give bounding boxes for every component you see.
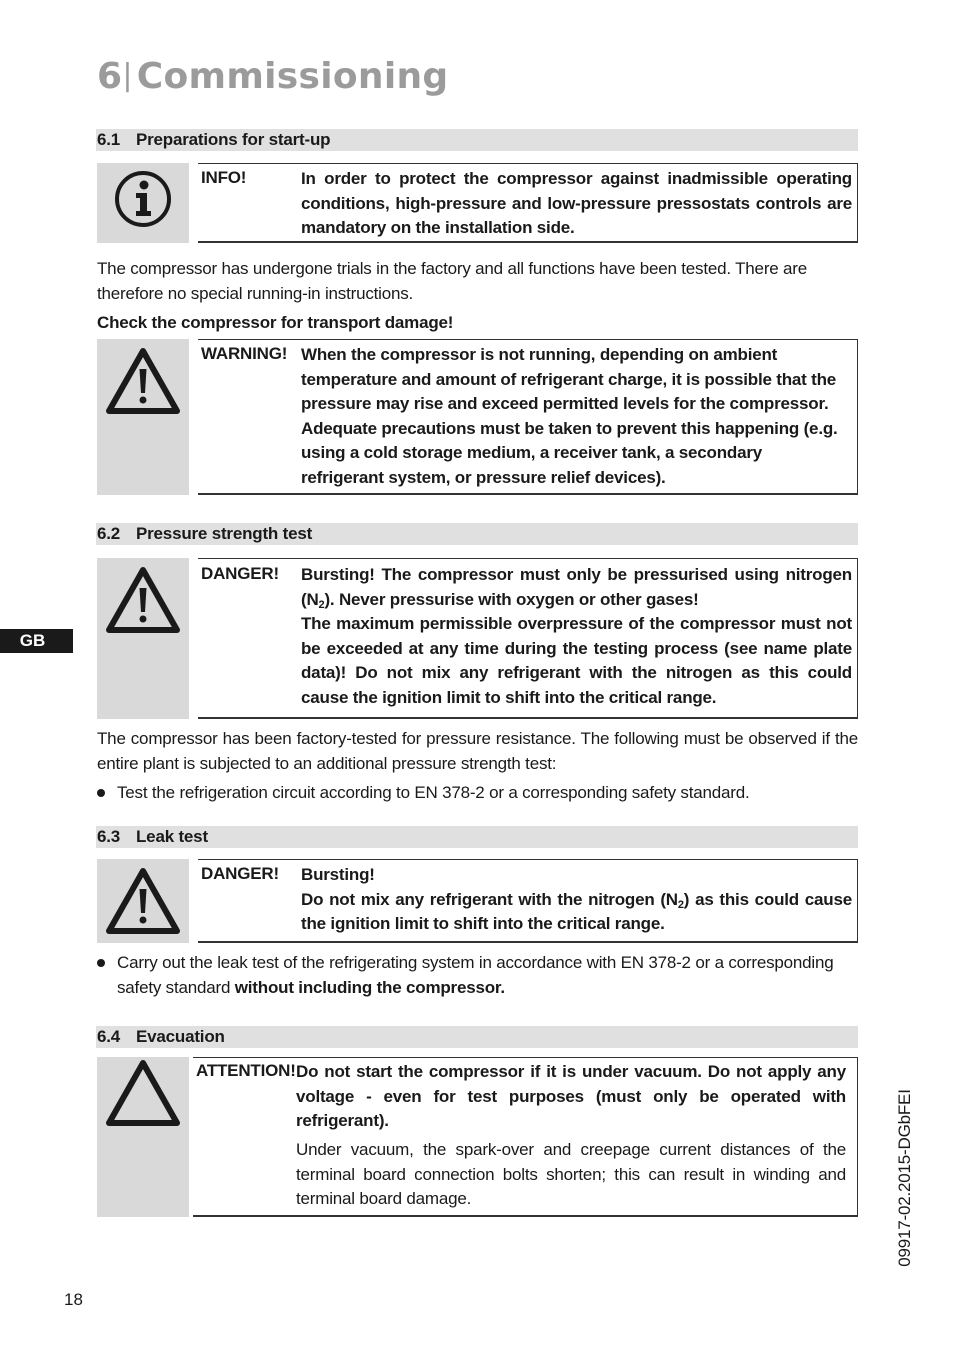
info-icon-box [97, 163, 189, 243]
section-title: Pressure strength test [136, 524, 313, 543]
section-title: Preparations for start-up [136, 130, 331, 149]
info-icon [113, 169, 173, 229]
warning-icon-box [97, 339, 189, 495]
chapter-number: 6 [97, 56, 123, 97]
section-title: Evacuation [136, 1027, 225, 1046]
info-label: INFO! [201, 168, 247, 187]
danger-icon-box [97, 859, 189, 943]
section-heading-6-3 [96, 826, 858, 848]
danger-text-part2: ). Never pressurise with oxygen or other gases! [324, 589, 699, 609]
danger-text-part2: ) as this could cause the ignition limit to shift into the critical range. [301, 889, 852, 933]
bullet-dot [97, 789, 105, 797]
danger-text [301, 863, 852, 937]
bullet-item [97, 781, 858, 806]
danger-text [301, 563, 852, 710]
info-notice [97, 163, 858, 243]
section-number: 6.4 [97, 1027, 121, 1046]
paragraph: The compressor has been factory-tested for pressure resistance. The following must be observed if the entire plant is subjected to an additional pressure strength test: [97, 729, 858, 773]
bullet-item [97, 951, 858, 1000]
section-number: 6.2 [97, 524, 121, 543]
section-title: Leak test [136, 827, 208, 846]
danger-text-part1: Do not mix any refrigerant with the nitrogen (N [301, 889, 678, 909]
danger-text-part1: Bursting! The compressor must only be pressurised using nitrogen (N [301, 565, 852, 609]
section-number: 6.1 [97, 130, 121, 149]
page-number: 18 [64, 1290, 83, 1309]
danger-line1: Bursting! [301, 865, 375, 884]
attention-text: Do not start the compressor if it is under vacuum. Do not apply any voltage - even for test purposes (must only be operated with refrigerant). [296, 1062, 846, 1130]
warning-text: When the compressor is not running, depending on ambient temperature and amount of refrigerant charge, it is possible that the pressure may rise and exceed permitted levels for the compressor. Adequate precautions must be taken to prevent this happening (e.g. using a cold storage medium, a receiver tank, a secondary refrigerant system, or pressure relief devices). [301, 345, 838, 487]
warning-triangle-icon [105, 345, 181, 415]
bullet-text: Test the refrigeration circuit according to EN 378-2 or a corresponding safety standard. [117, 783, 750, 802]
bullet-dot [97, 959, 105, 967]
paragraph: The compressor has undergone trials in the factory and all functions have been tested. There are therefore no special running-in instructions. [97, 259, 808, 303]
chapter-title-text: Commissioning [136, 56, 449, 97]
attention-note: Under vacuum, the spark-over and creepage current distances of the terminal board connection bolts shorten; this can result in winding and terminal board damage. [296, 1140, 846, 1208]
danger-icon-box [97, 558, 189, 719]
section-heading-6-4 [96, 1026, 858, 1048]
subscript: 2 [677, 898, 684, 911]
section-heading-6-2 [96, 523, 858, 545]
chapter-title [97, 56, 449, 97]
warning-label: WARNING! [201, 344, 288, 363]
bullet-bold-text: without including the compressor. [234, 977, 505, 997]
language-tab: GB [0, 629, 73, 653]
danger-label: DANGER! [201, 564, 279, 583]
attention-notice [97, 1057, 858, 1217]
attention-triangle-icon [105, 1057, 181, 1127]
check-heading: Check the compressor for transport damage! [97, 313, 454, 332]
section-heading-6-1 [96, 129, 858, 151]
document-id: 09917-02.2015-DGbFEI [895, 1089, 914, 1267]
warning-notice [97, 339, 858, 495]
danger-label: DANGER! [201, 864, 279, 883]
warning-triangle-icon [105, 564, 181, 634]
chapter-separator: | [122, 58, 133, 93]
danger-notice-pressure [97, 558, 858, 719]
attention-icon-box [97, 1057, 189, 1217]
bullet-text: Carry out the leak test of the refrigerating system in accordance with EN 378-2 or a corresponding safety standard [117, 953, 834, 997]
section-number: 6.3 [97, 827, 121, 846]
attention-label: ATTENTION! [196, 1061, 296, 1080]
danger-text-part3: The maximum permissible overpressure of the compressor must not be exceeded at any time during the testing process (see name plate data)! Do not mix any refrigerant with the nitrogen as this could cause the ignition limit to shift into the critical range. [301, 614, 852, 707]
danger-notice-leak [97, 859, 858, 943]
subscript: 2 [318, 598, 325, 611]
warning-triangle-icon [105, 865, 181, 935]
info-text: In order to protect the compressor against inadmissible operating conditions, high-pressure and low-pressure pressostats controls are mandatory on the installation side. [301, 169, 852, 237]
